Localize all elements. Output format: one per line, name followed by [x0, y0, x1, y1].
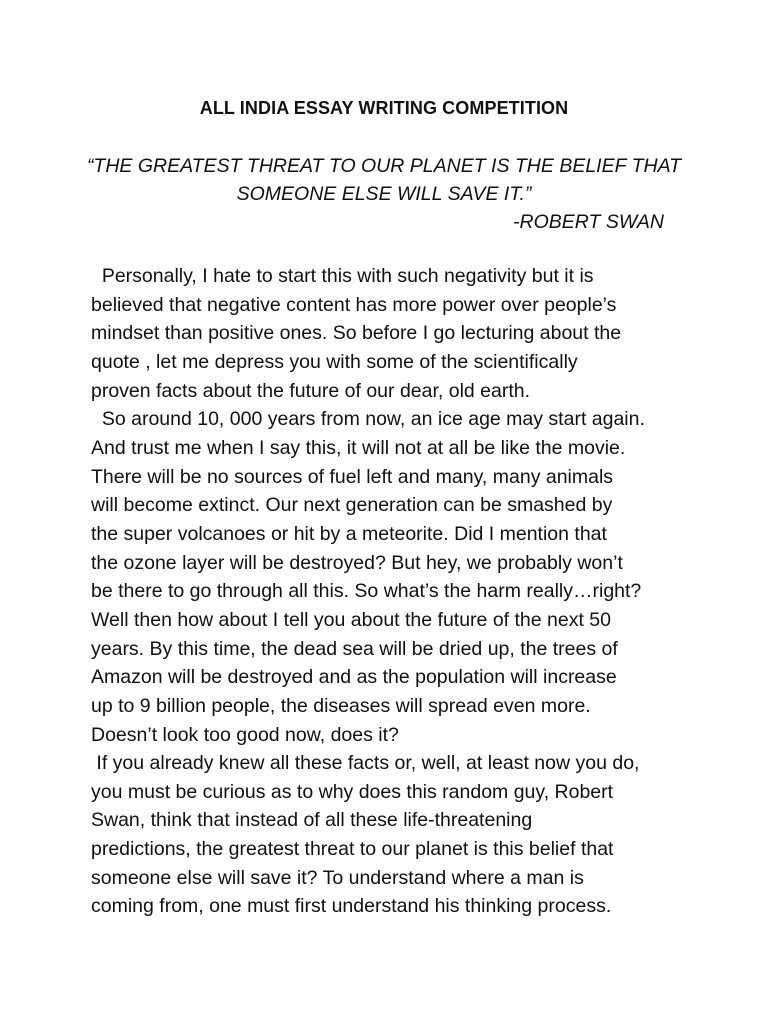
essay-line: Swan, think that instead of all these life-threatening — [91, 809, 533, 832]
quote-author: -ROBERT SWAN — [513, 211, 664, 233]
essay-line: believed that negative content has more power over people’s — [91, 293, 617, 316]
quote-line-2: SOMEONE ELSE WILL SAVE IT.” — [236, 183, 532, 205]
quote-line-1: “THE GREATEST THREAT TO OUR PLANET IS THE BELIEF THAT — [86, 155, 682, 177]
essay-line: Personally, I hate to start this with such negativity but it is — [91, 265, 594, 287]
essay-line: up to 9 billion people, the diseases will spread even more. — [91, 694, 591, 717]
essay-line: So around 10, 000 years from now, an ice age may start again. — [91, 408, 645, 431]
essay-line: someone else will save it? To understand where a man is — [91, 866, 584, 889]
essay-line: If you already knew all these facts or, well, at least now you do, — [91, 752, 640, 775]
essay-line: the ozone layer will be destroyed? But hey, we probably won’t — [91, 551, 623, 574]
essay-line: will become extinct. Our next generation can be smashed by — [91, 494, 613, 517]
essay-line: Amazon will be destroyed and as the population will increase — [91, 666, 617, 689]
essay-line: proven facts about the future of our dear, old earth. — [91, 379, 531, 402]
essay-line: And trust me when I say this, it will not at all be like the movie. — [91, 436, 626, 459]
essay-line: years. By this time, the dead sea will be dried up, the trees of — [91, 637, 618, 660]
essay-line: mindset than positive ones. So before I go lecturing about the — [91, 322, 622, 345]
essay-body — [91, 262, 691, 921]
essay-line: be there to go through all this. So what’s the harm really…right? — [91, 580, 642, 603]
essay-line: quote , let me depress you with some of the scientifically — [91, 350, 578, 373]
essay-line: coming from, one must first understand his thinking process. — [91, 895, 612, 918]
essay-line: There will be no sources of fuel left and many, many animals — [91, 465, 614, 488]
essay-line: predictions, the greatest threat to our planet is this belief that — [91, 838, 614, 861]
essay-line: Well then how about I tell you about the future of the next 50 — [91, 608, 611, 631]
essay-line: Doesn’t look too good now, does it? — [91, 723, 399, 746]
essay-line: the super volcanoes or hit by a meteorite. Did I mention that — [91, 522, 607, 545]
document-title: ALL INDIA ESSAY WRITING COMPETITION — [199, 98, 569, 118]
quote-block — [80, 152, 688, 208]
essay-line: you must be curious as to why does this random guy, Robert — [91, 780, 614, 803]
